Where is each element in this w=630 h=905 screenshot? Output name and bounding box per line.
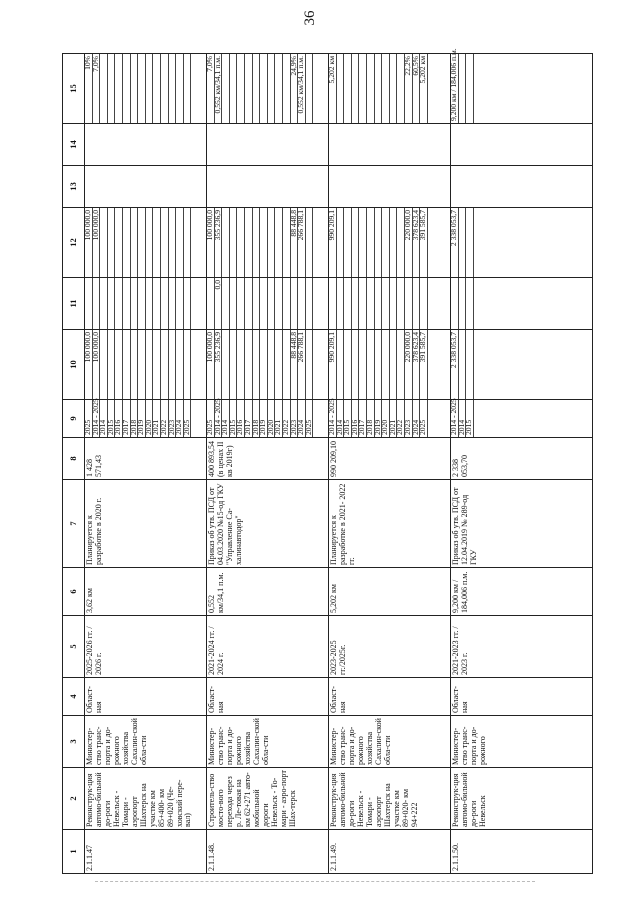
row-number: 2.1.1.47 <box>85 830 207 874</box>
readiness-percent-item <box>306 54 314 123</box>
funding-regional-item <box>184 208 192 277</box>
funding-regional-item <box>382 208 390 277</box>
readiness-percent-item <box>146 54 154 123</box>
funding-regional-item <box>222 208 230 277</box>
readiness-percent-item <box>459 54 467 123</box>
header-cell-14: 14 <box>63 124 85 166</box>
funding-federal-item <box>413 278 421 329</box>
year-list <box>85 400 207 438</box>
year-list-item: 2019 <box>138 400 146 437</box>
header-cell-4: 4 <box>63 678 85 716</box>
readiness-percent-item <box>382 54 390 123</box>
status: Планируется к разработке в 2020 г. <box>85 480 207 568</box>
funding-regional-item <box>115 208 123 277</box>
funding-regional-item <box>176 208 184 277</box>
funding-regional-item: 378 623,4 <box>413 208 421 277</box>
header-cell-10: 10 <box>63 330 85 400</box>
header-cell-8: 8 <box>63 438 85 480</box>
funding-total-item <box>176 330 184 399</box>
year-list-item: 2025 <box>85 400 93 437</box>
year-list-item: 2023 <box>405 400 413 437</box>
estimated-cost: 400 893,54 (в ценах II кв 2019г) <box>207 438 329 480</box>
readiness-percent <box>207 54 329 124</box>
year-list-item: 2014 <box>337 400 345 437</box>
funding-regional-item <box>268 208 276 277</box>
year-list-item: 2014 <box>459 400 467 437</box>
funding-federal-item <box>337 278 345 329</box>
funding-municipal <box>451 166 593 208</box>
funding-regional-item <box>245 208 253 277</box>
page-number: 36 <box>302 10 318 26</box>
readiness-percent-item <box>153 54 161 123</box>
readiness-percent-item <box>352 54 360 123</box>
readiness-percent-item: 24,9% <box>291 54 299 123</box>
estimated-cost: 2 338 053,70 <box>451 438 593 480</box>
readiness-percent-item <box>367 54 375 123</box>
funding-total-item <box>260 330 268 399</box>
funding-regional <box>329 208 451 278</box>
funding-total <box>85 330 207 400</box>
header-cell-9: 9 <box>63 400 85 438</box>
funding-total-item: 220 000,0 <box>405 330 413 399</box>
funding-federal-item <box>275 278 283 329</box>
funding-regional-item: 100 000,0 <box>93 208 101 277</box>
readiness-percent-item <box>123 54 131 123</box>
status: Приказ об утв. ПСД от 12.04.2019 № 289-од ГКУ <box>451 480 593 568</box>
funding-regional-item <box>275 208 283 277</box>
readiness-percent-item: 0,552 км/34,1 п.м. <box>298 54 306 123</box>
year-list-item: 2018 <box>367 400 375 437</box>
funding-federal-item <box>291 278 299 329</box>
readiness-percent-item <box>100 54 108 123</box>
customer: Министер-ство транс-порта и до-рожного хозяйства Сахалин-ской обла-сти <box>85 716 207 768</box>
funding-regional-item: 990 209,1 <box>329 208 337 277</box>
year-list-item: 2014 <box>222 400 230 437</box>
funding-regional-item: 266 788,1 <box>298 208 306 277</box>
capacity: 3,62 км <box>85 568 207 616</box>
readiness-percent-item: 22,2% <box>405 54 413 123</box>
period: 2023-2025 гг./2025г. <box>329 616 451 678</box>
funding-federal-item <box>245 278 253 329</box>
funding-other <box>451 124 593 166</box>
year-list <box>451 400 593 438</box>
funding-federal-item <box>253 278 261 329</box>
funding-total-item <box>367 330 375 399</box>
readiness-percent-item <box>337 54 345 123</box>
year-list-item: 2016 <box>352 400 360 437</box>
funding-federal <box>85 278 207 330</box>
year-list-item: 2021 <box>153 400 161 437</box>
readiness-percent-item <box>359 54 367 123</box>
funding-federal-item <box>131 278 139 329</box>
year-list-item: 2017 <box>359 400 367 437</box>
year-list-item: 2014 - 2025 <box>449 398 458 435</box>
funding-total-item <box>153 330 161 399</box>
capacity: 9,200 км / 184,006 п.м. <box>451 568 593 616</box>
funding-regional-item <box>367 208 375 277</box>
readiness-percent-item <box>237 54 245 123</box>
funding-total-item <box>459 330 467 399</box>
funding-regional-item: 220 000,0 <box>405 208 413 277</box>
funding-total-item <box>306 330 314 399</box>
funding-total-item <box>352 330 360 399</box>
funding-federal-item <box>146 278 154 329</box>
funding-federal-item <box>161 278 169 329</box>
funding-regional-item <box>375 208 383 277</box>
ownership: Област-ная <box>329 678 451 716</box>
year-list-item: 2021 <box>390 400 398 437</box>
readiness-percent-item <box>115 54 123 123</box>
funding-regional-item <box>131 208 139 277</box>
funding-total-item: 88 448,8 <box>291 330 299 399</box>
capacity: 0,552 км/34,1 п.м. <box>207 568 329 616</box>
period: 2025-2026 гг. / 2026 г. <box>85 616 207 678</box>
funding-other <box>207 124 329 166</box>
funding-total-item <box>115 330 123 399</box>
funding-municipal <box>207 166 329 208</box>
object-name: Строитель-ство мосто-вого перехода через р. Ле-товая на км 62+271 авто-мобильной дороги Невельск - То-мари - аэро-порт Шах-терск <box>207 768 329 830</box>
funding-federal-item <box>329 278 337 329</box>
readiness-percent-item <box>169 54 177 123</box>
funding-federal-item <box>466 278 474 329</box>
readiness-percent-item: 5,202 км <box>420 54 428 123</box>
funding-total-item <box>131 330 139 399</box>
funding-federal-item <box>93 278 101 329</box>
readiness-percent-item: 10% <box>85 54 93 123</box>
funding-total-item: 391 585,7 <box>420 330 428 399</box>
funding-federal-item <box>268 278 276 329</box>
year-list-item: 2020 <box>382 400 390 437</box>
funding-federal-item <box>237 278 245 329</box>
funding-regional-item <box>344 208 352 277</box>
funding-municipal <box>329 166 451 208</box>
funding-regional-item <box>108 208 116 277</box>
funding-total-item <box>245 330 253 399</box>
footer-rule <box>95 881 535 882</box>
funding-total-item: 990 209,1 <box>329 330 337 399</box>
header-cell-15: 15 <box>63 54 85 124</box>
year-list-item: 2014 - 2025 <box>90 398 100 435</box>
year-list-item: 2025 <box>306 400 314 437</box>
funding-federal-item <box>451 278 459 329</box>
funding-federal-item <box>306 278 314 329</box>
readiness-percent-item <box>108 54 116 123</box>
readiness-percent-item <box>268 54 276 123</box>
year-list-item: 2020 <box>268 400 276 437</box>
readiness-percent <box>329 54 451 124</box>
funding-federal-item <box>352 278 360 329</box>
readiness-percent-item: 9,200 км / 184,006 п.м. <box>449 48 458 121</box>
funding-regional-item <box>253 208 261 277</box>
funding-federal-item <box>359 278 367 329</box>
funding-regional <box>85 208 207 278</box>
funding-federal-item <box>108 278 116 329</box>
investment-table <box>62 48 593 874</box>
funding-total <box>451 330 593 400</box>
capacity: 5,202 км <box>329 568 451 616</box>
customer: Министер-ство транс-порта и до-рожного <box>451 716 593 768</box>
funding-federal-item <box>230 278 238 329</box>
year-list-item: 2018 <box>131 400 139 437</box>
readiness-percent-item <box>466 54 474 123</box>
funding-total-item <box>359 330 367 399</box>
funding-federal-item: 0,0 <box>215 278 223 329</box>
row-number: 2.1.1.49. <box>329 830 451 874</box>
funding-regional-item <box>337 208 345 277</box>
funding-federal-item <box>222 278 230 329</box>
row-number: 2.1.1.50. <box>451 830 593 874</box>
readiness-percent <box>85 54 207 124</box>
year-list-item: 2015 <box>466 400 474 437</box>
readiness-percent-item <box>260 54 268 123</box>
row-number: 2.1.1.48. <box>207 830 329 874</box>
year-list-item: 2025 <box>184 400 192 437</box>
header-cell-12: 12 <box>63 208 85 278</box>
year-list-item: 2022 <box>397 400 405 437</box>
ownership: Област-ная <box>207 678 329 716</box>
funding-regional <box>451 208 593 278</box>
funding-regional-item <box>359 208 367 277</box>
funding-total-item <box>344 330 352 399</box>
funding-federal-item <box>397 278 405 329</box>
year-list-item: 2017 <box>245 400 253 437</box>
funding-total-item <box>253 330 261 399</box>
year-list-item: 2014 <box>100 400 108 437</box>
year-list <box>329 400 451 438</box>
header-cell-2: 2 <box>63 768 85 830</box>
funding-federal-item <box>260 278 268 329</box>
year-list-item: 2022 <box>283 400 291 437</box>
table-row <box>329 54 451 874</box>
funding-total-item <box>337 330 345 399</box>
funding-total-item: 100 000,0 <box>207 330 215 399</box>
estimated-cost: 1 428 571,43 <box>85 438 207 480</box>
readiness-percent-item: 7,0% <box>93 54 101 123</box>
funding-regional-item: 355 236,9 <box>215 208 223 277</box>
funding-regional-item <box>230 208 238 277</box>
funding-regional-item: 2 338 053,7 <box>451 208 459 277</box>
funding-federal-item <box>123 278 131 329</box>
funding-total-item <box>123 330 131 399</box>
readiness-percent-item <box>275 54 283 123</box>
funding-federal-item <box>184 278 192 329</box>
year-list-item: 2024 <box>176 400 184 437</box>
year-list-item: 2023 <box>169 400 177 437</box>
funding-total-item <box>275 330 283 399</box>
funding-total-item <box>268 330 276 399</box>
funding-federal-item <box>153 278 161 329</box>
funding-federal-item <box>375 278 383 329</box>
readiness-percent-item: 60,5% <box>413 54 421 123</box>
readiness-percent-item: 5,202 км <box>329 54 337 123</box>
funding-regional-item <box>161 208 169 277</box>
funding-federal-item <box>367 278 375 329</box>
funding-other <box>85 124 207 166</box>
year-list-item: 2015 <box>108 400 116 437</box>
funding-municipal <box>85 166 207 208</box>
year-list-item: 2022 <box>161 400 169 437</box>
year-list-item: 2024 <box>413 400 421 437</box>
funding-federal-item <box>100 278 108 329</box>
header-cell-5: 5 <box>63 616 85 678</box>
funding-regional-item <box>352 208 360 277</box>
funding-regional-item <box>123 208 131 277</box>
funding-federal-item <box>283 278 291 329</box>
year-list-item: 2017 <box>123 400 131 437</box>
funding-federal-item <box>115 278 123 329</box>
object-name: Реконструк-ция автомо-бильной до-роги Невельск - Томари - аэропорт Шахтерск на участке км 89+020- км 94+222 <box>329 768 451 830</box>
funding-federal <box>451 278 593 330</box>
rotated-table-sheet <box>62 48 592 874</box>
table-row <box>207 54 329 874</box>
funding-total-item <box>100 330 108 399</box>
funding-total-item <box>375 330 383 399</box>
funding-regional-item <box>100 208 108 277</box>
year-list-item: 2025 <box>207 400 215 437</box>
year-list-item: 2025 <box>420 400 428 437</box>
year-list-item: 2020 <box>146 400 154 437</box>
status: Планируется к разработке в 2021- 2022 гг. <box>329 480 451 568</box>
funding-federal-item <box>420 278 428 329</box>
funding-total-item <box>184 330 192 399</box>
funding-regional-item: 391 585,7 <box>420 208 428 277</box>
funding-federal <box>329 278 451 330</box>
header-cell-6: 6 <box>63 568 85 616</box>
funding-total-item: 355 236,9 <box>215 330 223 399</box>
readiness-percent-item: 7,0% <box>207 54 215 123</box>
funding-regional-item: 100 000,0 <box>207 208 215 277</box>
object-name: Реконструк-ция автомо-бильной до-роги Невельск <box>451 768 593 830</box>
funding-regional-item <box>260 208 268 277</box>
readiness-percent <box>449 48 593 124</box>
readiness-percent-item <box>253 54 261 123</box>
year-list-item: 2016 <box>237 400 245 437</box>
funding-federal-item <box>344 278 352 329</box>
funding-regional-item <box>390 208 398 277</box>
year-list-item: 2015 <box>344 400 352 437</box>
funding-total <box>207 330 329 400</box>
funding-total-item <box>169 330 177 399</box>
funding-total-item: 378 623,4 <box>413 330 421 399</box>
funding-total-item: 100 000,0 <box>85 330 93 399</box>
header-cell-1: 1 <box>63 830 85 874</box>
ownership: Област-ная <box>85 678 207 716</box>
header-cell-3: 3 <box>63 716 85 768</box>
funding-regional-item <box>459 208 467 277</box>
year-list-item: 2019 <box>375 400 383 437</box>
year-list-item: 2015 <box>230 400 238 437</box>
year-list-item: 2024 <box>298 400 306 437</box>
funding-total-item <box>237 330 245 399</box>
readiness-percent-item <box>390 54 398 123</box>
table-row <box>451 54 593 874</box>
year-list <box>207 400 329 438</box>
period: 2021-2023 гг. / 2023 г. <box>451 616 593 678</box>
funding-total-item <box>466 330 474 399</box>
table-row <box>85 54 207 874</box>
funding-total-item <box>138 330 146 399</box>
readiness-percent-item <box>344 54 352 123</box>
year-list-item: 2014 - 2025 <box>327 398 336 435</box>
funding-total-item <box>382 330 390 399</box>
funding-federal-item <box>390 278 398 329</box>
readiness-percent-item <box>222 54 230 123</box>
header-cell-11: 11 <box>63 278 85 330</box>
readiness-percent-item <box>138 54 146 123</box>
readiness-percent-item <box>176 54 184 123</box>
year-list-item: 2021 <box>275 400 283 437</box>
funding-federal-item <box>405 278 413 329</box>
funding-total-item: 266 788,1 <box>298 330 306 399</box>
funding-federal-item <box>459 278 467 329</box>
funding-regional-item <box>237 208 245 277</box>
year-list-item: 2014 - 2025 <box>212 398 222 435</box>
customer: Министер-ство транс-порта и до-рожного хозяйства Сахалин-ской обла-сти <box>207 716 329 768</box>
status: Приказ об утв. ПСД от 04.03.2020 №15-од ГКУ "Управление Са-халинавтодор" <box>207 480 329 568</box>
period: 2021-2024 гг. / 2024 г. <box>207 616 329 678</box>
header-cell-13: 13 <box>63 166 85 208</box>
funding-total-item <box>146 330 154 399</box>
funding-regional <box>207 208 329 278</box>
funding-regional-item: 100 000,0 <box>85 208 93 277</box>
funding-regional-item <box>169 208 177 277</box>
readiness-percent-item <box>161 54 169 123</box>
readiness-percent-item <box>375 54 383 123</box>
funding-regional-item <box>146 208 154 277</box>
customer: Министер-ство транс-порта и до-рожного хозяйства Сахалин-ской обла-сти <box>329 716 451 768</box>
readiness-percent-item <box>245 54 253 123</box>
object-name: Реконструк-ция автомо-бильной до-роги Невельск - Томари - аэропорт Шахтерск на участке км 85+400- км 89+020 (Че-ховский пере-вал) <box>85 768 207 830</box>
funding-federal-item <box>382 278 390 329</box>
funding-total-item <box>230 330 238 399</box>
funding-total-item <box>390 330 398 399</box>
funding-federal-item <box>176 278 184 329</box>
funding-federal-item <box>85 278 93 329</box>
readiness-percent-item <box>230 54 238 123</box>
header-row <box>63 54 85 874</box>
funding-total-item <box>108 330 116 399</box>
header-cell-7: 7 <box>63 480 85 568</box>
funding-other <box>329 124 451 166</box>
year-list-item: 2019 <box>260 400 268 437</box>
funding-regional-item <box>466 208 474 277</box>
year-list-item: 2016 <box>115 400 123 437</box>
funding-total-item <box>161 330 169 399</box>
funding-total-item <box>222 330 230 399</box>
funding-federal <box>207 278 329 330</box>
funding-total <box>329 330 451 400</box>
readiness-percent-item <box>131 54 139 123</box>
year-list-item: 2018 <box>253 400 261 437</box>
ownership: Област-ная <box>451 678 593 716</box>
readiness-percent-item <box>184 54 192 123</box>
funding-regional-item: 88 448,8 <box>291 208 299 277</box>
readiness-percent-item: 0,552 км/34,1 п.м. <box>215 54 223 123</box>
funding-regional-item <box>306 208 314 277</box>
funding-federal-item <box>138 278 146 329</box>
year-list-item: 2023 <box>291 400 299 437</box>
funding-total-item: 2 338 053,7 <box>451 330 459 399</box>
funding-federal-item <box>298 278 306 329</box>
funding-regional-item <box>153 208 161 277</box>
estimated-cost: 990 209,10 <box>329 438 451 480</box>
funding-total-item: 100 000,0 <box>93 330 101 399</box>
funding-federal-item <box>169 278 177 329</box>
funding-regional-item <box>138 208 146 277</box>
